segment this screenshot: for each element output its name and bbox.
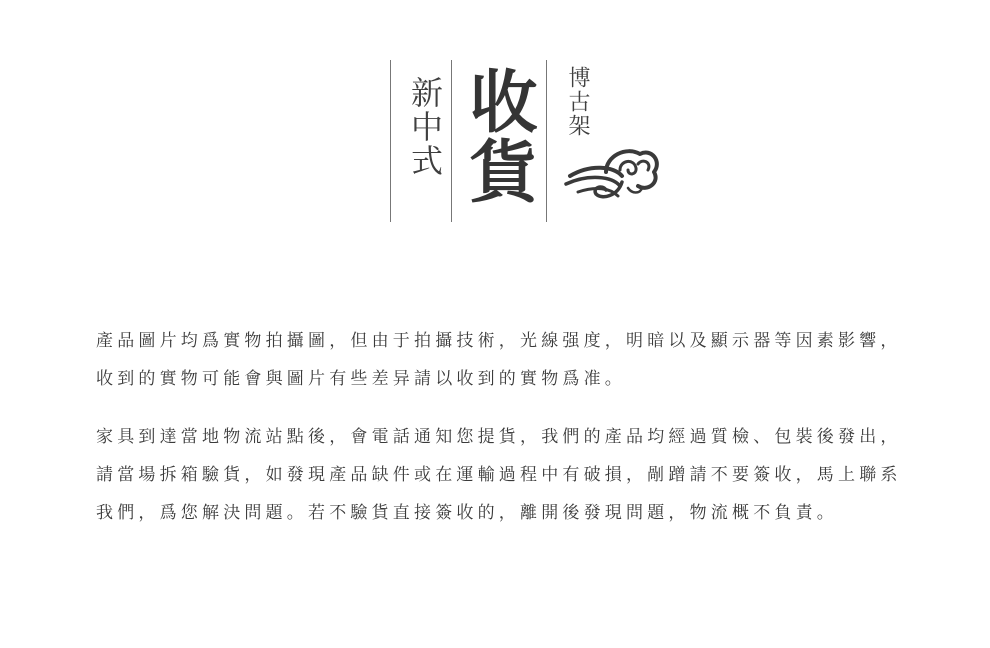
header: [390, 58, 670, 224]
auspicious-cloud-icon: [562, 142, 662, 204]
page-title: 收貨: [458, 66, 538, 206]
divider-line: [451, 60, 452, 222]
divider-line: [546, 60, 547, 222]
divider-line: [390, 60, 391, 222]
subtitle-right: 博古架: [565, 66, 590, 138]
paragraph-delivery-notice: 家具到達當地物流站點後，會電話通知您提貨，我們的產品均經過質檢、包裝後發出，請當場拆箱驗貨，如發現產品缺件或在運輸過程中有破損，剮蹭請不要簽收，馬上聯系我們，爲您解決問題。若不驗貨直接簽收的，離開後發現問題，物流概不負責。: [96, 427, 902, 523]
subtitle-left: 新中式: [406, 76, 444, 178]
notice-text: [96, 322, 904, 532]
paragraph-photo-notice: 產品圖片均爲實物拍攝圖，但由于拍攝技術，光線强度，明暗以及顯示器等因素影響，收到的實物可能會與圖片有些差异請以收到的實物爲准。: [96, 331, 902, 389]
